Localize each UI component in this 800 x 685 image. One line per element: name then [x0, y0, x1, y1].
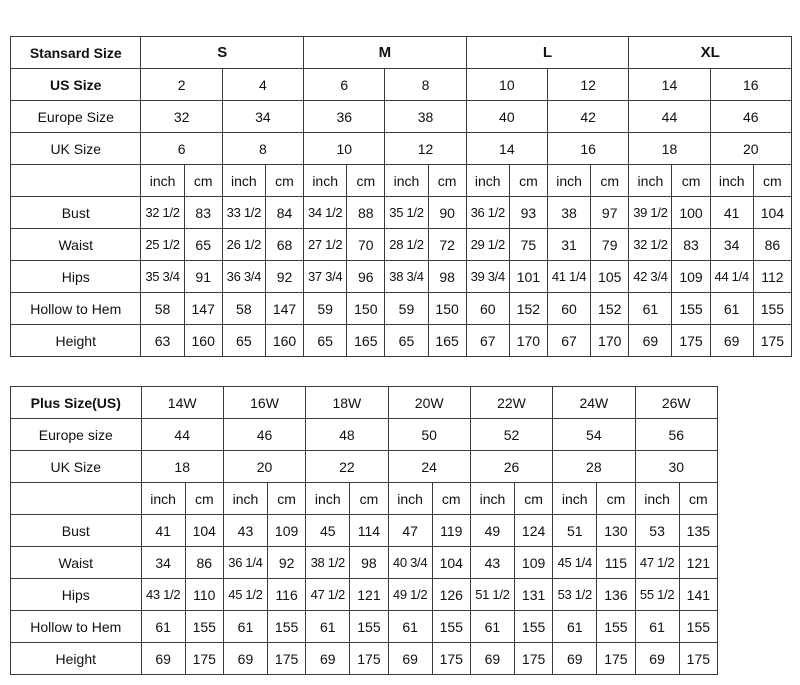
measure-label: Waist	[11, 547, 142, 579]
measure-value: 175	[350, 643, 388, 675]
measure-value: 131	[515, 579, 553, 611]
size-group-header: XL	[629, 37, 792, 69]
measure-label: Hollow to Hem	[11, 293, 141, 325]
table-title: Plus Size(US)	[11, 387, 142, 419]
unit-cm-header: cm	[515, 483, 553, 515]
plus-us-size-cell: 14W	[141, 387, 223, 419]
measure-value: 112	[753, 261, 791, 293]
measure-value: 36 1/4	[223, 547, 267, 579]
measure-value: 36 3/4	[222, 261, 265, 293]
measure-value: 104	[185, 515, 223, 547]
measure-value: 45 1/4	[553, 547, 597, 579]
unit-row-blank	[11, 165, 141, 197]
size-group-header: M	[304, 37, 467, 69]
measure-row	[11, 325, 792, 357]
europe-size-cell: 38	[385, 101, 466, 133]
uk-size-cell: 8	[222, 133, 303, 165]
unit-cm-header: cm	[184, 165, 222, 197]
europe-size-cell: 40	[466, 101, 547, 133]
measure-value: 53	[635, 515, 679, 547]
measure-value: 109	[268, 515, 306, 547]
measure-value: 61	[710, 293, 753, 325]
measure-value: 104	[432, 547, 470, 579]
measure-value: 42 3/4	[629, 261, 672, 293]
uk-size-cell: 26	[470, 451, 552, 483]
measure-value: 79	[591, 229, 629, 261]
unit-inch-header: inch	[470, 483, 514, 515]
unit-row	[11, 483, 718, 515]
measure-value: 69	[223, 643, 267, 675]
measure-value: 35 1/2	[385, 197, 428, 229]
measure-value: 65	[222, 325, 265, 357]
measure-value: 91	[184, 261, 222, 293]
measure-value: 150	[347, 293, 385, 325]
measure-value: 130	[597, 515, 635, 547]
unit-cm-header: cm	[591, 165, 629, 197]
measure-label: Height	[11, 643, 142, 675]
measure-value: 116	[268, 579, 306, 611]
measure-value: 69	[388, 643, 432, 675]
europe-size-cell: 34	[222, 101, 303, 133]
measure-value: 37 3/4	[304, 261, 347, 293]
measure-value: 119	[432, 515, 470, 547]
measure-value: 100	[672, 197, 710, 229]
measure-value: 150	[428, 293, 466, 325]
measure-value: 155	[350, 611, 388, 643]
measure-value: 114	[350, 515, 388, 547]
measure-value: 45 1/2	[223, 579, 267, 611]
unit-inch-header: inch	[222, 165, 265, 197]
uk-size-cell: 18	[629, 133, 710, 165]
measure-value: 121	[350, 579, 388, 611]
measure-value: 170	[591, 325, 629, 357]
measure-row	[11, 293, 792, 325]
measure-value: 75	[509, 229, 547, 261]
measure-value: 175	[753, 325, 791, 357]
measure-value: 147	[265, 293, 303, 325]
measure-value: 155	[268, 611, 306, 643]
measure-value: 155	[672, 293, 710, 325]
measure-value: 43	[223, 515, 267, 547]
measure-value: 68	[265, 229, 303, 261]
measure-value: 160	[184, 325, 222, 357]
measure-value: 61	[306, 611, 350, 643]
measure-value: 96	[347, 261, 385, 293]
uk-size-cell: 6	[141, 133, 222, 165]
measure-value: 29 1/2	[466, 229, 509, 261]
measure-value: 175	[432, 643, 470, 675]
unit-cm-header: cm	[265, 165, 303, 197]
measure-value: 121	[679, 547, 717, 579]
measure-value: 32 1/2	[629, 229, 672, 261]
measure-value: 28 1/2	[385, 229, 428, 261]
measure-value: 44 1/4	[710, 261, 753, 293]
measure-value: 155	[679, 611, 717, 643]
measure-value: 35 3/4	[141, 261, 184, 293]
measure-value: 69	[470, 643, 514, 675]
measure-value: 41 1/4	[547, 261, 590, 293]
uk-size-cell: 12	[385, 133, 466, 165]
uk-size-cell: 22	[306, 451, 388, 483]
measure-value: 59	[385, 293, 428, 325]
plus-us-size-cell: 16W	[223, 387, 305, 419]
measure-value: 45	[306, 515, 350, 547]
measure-value: 98	[428, 261, 466, 293]
unit-inch-header: inch	[466, 165, 509, 197]
unit-cm-header: cm	[185, 483, 223, 515]
plus-us-size-cell: 18W	[306, 387, 388, 419]
standard-size-table	[10, 36, 792, 357]
us-size-cell: 4	[222, 69, 303, 101]
europe-size-cell: 48	[306, 419, 388, 451]
measure-value: 165	[347, 325, 385, 357]
measure-value: 165	[428, 325, 466, 357]
measure-value: 61	[629, 293, 672, 325]
measure-label: Hips	[11, 261, 141, 293]
us-size-cell: 10	[466, 69, 547, 101]
measure-value: 135	[679, 515, 717, 547]
measure-value: 65	[304, 325, 347, 357]
measure-value: 69	[553, 643, 597, 675]
measure-value: 65	[184, 229, 222, 261]
measure-value: 58	[141, 293, 184, 325]
measure-value: 51 1/2	[470, 579, 514, 611]
uk-size-label: UK Size	[11, 451, 142, 483]
uk-size-cell: 20	[710, 133, 791, 165]
us-size-cell: 12	[547, 69, 628, 101]
unit-inch-header: inch	[141, 165, 184, 197]
measure-value: 97	[591, 197, 629, 229]
measure-value: 83	[672, 229, 710, 261]
measure-value: 34	[710, 229, 753, 261]
measure-value: 61	[223, 611, 267, 643]
measure-value: 92	[265, 261, 303, 293]
measure-value: 39 1/2	[629, 197, 672, 229]
measure-value: 26 1/2	[222, 229, 265, 261]
measure-value: 67	[547, 325, 590, 357]
measure-value: 51	[553, 515, 597, 547]
measure-value: 33 1/2	[222, 197, 265, 229]
us-size-cell: 16	[710, 69, 791, 101]
measure-value: 141	[679, 579, 717, 611]
measure-value: 109	[515, 547, 553, 579]
unit-cm-header: cm	[753, 165, 791, 197]
europe-size-label: Europe Size	[11, 101, 141, 133]
uk-size-cell: 18	[141, 451, 223, 483]
measure-value: 65	[385, 325, 428, 357]
unit-cm-header: cm	[672, 165, 710, 197]
uk-size-cell: 28	[553, 451, 635, 483]
measure-value: 49	[470, 515, 514, 547]
measure-value: 155	[753, 293, 791, 325]
unit-inch-header: inch	[385, 165, 428, 197]
uk-size-cell: 14	[466, 133, 547, 165]
measure-label: Height	[11, 325, 141, 357]
measure-value: 47	[388, 515, 432, 547]
us-size-cell: 6	[304, 69, 385, 101]
measure-label: Bust	[11, 197, 141, 229]
europe-size-cell: 44	[141, 419, 223, 451]
measure-value: 152	[591, 293, 629, 325]
measure-value: 136	[597, 579, 635, 611]
uk-size-cell: 24	[388, 451, 470, 483]
us-size-row	[11, 69, 792, 101]
measure-value: 59	[304, 293, 347, 325]
plus-us-size-cell: 22W	[470, 387, 552, 419]
size-group-row	[11, 37, 792, 69]
measure-value: 72	[428, 229, 466, 261]
us-size-cell: 8	[385, 69, 466, 101]
measure-value: 39 3/4	[466, 261, 509, 293]
europe-size-cell: 52	[470, 419, 552, 451]
measure-value: 40 3/4	[388, 547, 432, 579]
measure-value: 43	[470, 547, 514, 579]
measure-value: 60	[466, 293, 509, 325]
uk-size-cell: 16	[547, 133, 628, 165]
measure-value: 34 1/2	[304, 197, 347, 229]
size-group-header: S	[141, 37, 304, 69]
europe-size-cell: 32	[141, 101, 222, 133]
measure-value: 38 1/2	[306, 547, 350, 579]
unit-cm-header: cm	[350, 483, 388, 515]
measure-value: 104	[753, 197, 791, 229]
measure-value: 60	[547, 293, 590, 325]
measure-value: 101	[509, 261, 547, 293]
measure-value: 86	[753, 229, 791, 261]
measure-value: 61	[635, 611, 679, 643]
us-size-label: US Size	[11, 69, 141, 101]
unit-inch-header: inch	[304, 165, 347, 197]
measure-row	[11, 261, 792, 293]
unit-inch-header: inch	[388, 483, 432, 515]
unit-cm-header: cm	[597, 483, 635, 515]
unit-cm-header: cm	[509, 165, 547, 197]
measure-row	[11, 515, 718, 547]
unit-inch-header: inch	[629, 165, 672, 197]
measure-value: 69	[141, 643, 185, 675]
measure-value: 41	[141, 515, 185, 547]
measure-value: 61	[388, 611, 432, 643]
measure-label: Hollow to Hem	[11, 611, 142, 643]
measure-value: 110	[185, 579, 223, 611]
europe-size-row	[11, 419, 718, 451]
plus-size-table	[10, 386, 718, 675]
uk-size-cell: 20	[223, 451, 305, 483]
measure-value: 175	[679, 643, 717, 675]
measure-value: 175	[515, 643, 553, 675]
europe-size-cell: 54	[553, 419, 635, 451]
measure-value: 43 1/2	[141, 579, 185, 611]
us-size-cell: 14	[629, 69, 710, 101]
unit-cm-header: cm	[428, 165, 466, 197]
measure-row	[11, 229, 792, 261]
measure-value: 155	[515, 611, 553, 643]
measure-value: 27 1/2	[304, 229, 347, 261]
measure-value: 175	[268, 643, 306, 675]
measure-value: 92	[268, 547, 306, 579]
measure-value: 155	[185, 611, 223, 643]
uk-size-cell: 30	[635, 451, 718, 483]
unit-inch-header: inch	[635, 483, 679, 515]
unit-cm-header: cm	[432, 483, 470, 515]
measure-value: 47 1/2	[306, 579, 350, 611]
measure-value: 105	[591, 261, 629, 293]
measure-value: 55 1/2	[635, 579, 679, 611]
measure-value: 160	[265, 325, 303, 357]
measure-value: 93	[509, 197, 547, 229]
measure-value: 98	[350, 547, 388, 579]
measure-value: 124	[515, 515, 553, 547]
measure-value: 38	[547, 197, 590, 229]
europe-size-cell: 42	[547, 101, 628, 133]
measure-value: 69	[306, 643, 350, 675]
size-group-header: L	[466, 37, 629, 69]
measure-value: 69	[710, 325, 753, 357]
measure-value: 152	[509, 293, 547, 325]
measure-value: 53 1/2	[553, 579, 597, 611]
measure-value: 58	[222, 293, 265, 325]
unit-inch-header: inch	[710, 165, 753, 197]
unit-inch-header: inch	[223, 483, 267, 515]
measure-value: 36 1/2	[466, 197, 509, 229]
uk-size-cell: 10	[304, 133, 385, 165]
measure-value: 175	[185, 643, 223, 675]
measure-value: 109	[672, 261, 710, 293]
measure-value: 175	[597, 643, 635, 675]
uk-size-label: UK Size	[11, 133, 141, 165]
measure-value: 86	[185, 547, 223, 579]
plus-us-size-cell: 24W	[553, 387, 635, 419]
uk-size-row	[11, 133, 792, 165]
europe-size-cell: 46	[710, 101, 791, 133]
measure-value: 155	[432, 611, 470, 643]
unit-row-blank	[11, 483, 142, 515]
measure-row	[11, 643, 718, 675]
unit-inch-header: inch	[306, 483, 350, 515]
europe-size-cell: 56	[635, 419, 718, 451]
measure-value: 61	[141, 611, 185, 643]
measure-value: 38 3/4	[385, 261, 428, 293]
measure-value: 126	[432, 579, 470, 611]
measure-row	[11, 197, 792, 229]
plus-us-size-cell: 26W	[635, 387, 718, 419]
measure-value: 170	[509, 325, 547, 357]
measure-value: 90	[428, 197, 466, 229]
measure-value: 175	[672, 325, 710, 357]
measure-value: 147	[184, 293, 222, 325]
europe-size-cell: 50	[388, 419, 470, 451]
measure-value: 47 1/2	[635, 547, 679, 579]
measure-value: 31	[547, 229, 590, 261]
unit-inch-header: inch	[553, 483, 597, 515]
unit-cm-header: cm	[347, 165, 385, 197]
measure-value: 63	[141, 325, 184, 357]
europe-size-label: Europe size	[11, 419, 142, 451]
measure-value: 49 1/2	[388, 579, 432, 611]
measure-row	[11, 611, 718, 643]
measure-label: Waist	[11, 229, 141, 261]
unit-inch-header: inch	[141, 483, 185, 515]
plus-us-size-cell: 20W	[388, 387, 470, 419]
measure-value: 88	[347, 197, 385, 229]
unit-cm-header: cm	[679, 483, 717, 515]
us-size-cell: 2	[141, 69, 222, 101]
measure-value: 61	[470, 611, 514, 643]
measure-value: 41	[710, 197, 753, 229]
measure-label: Bust	[11, 515, 142, 547]
measure-row	[11, 579, 718, 611]
europe-size-row	[11, 101, 792, 133]
measure-value: 69	[635, 643, 679, 675]
measure-value: 34	[141, 547, 185, 579]
measure-value: 84	[265, 197, 303, 229]
measure-value: 115	[597, 547, 635, 579]
europe-size-cell: 36	[304, 101, 385, 133]
measure-value: 32 1/2	[141, 197, 184, 229]
measure-value: 70	[347, 229, 385, 261]
measure-value: 61	[553, 611, 597, 643]
uk-size-row	[11, 451, 718, 483]
measure-value: 67	[466, 325, 509, 357]
measure-value: 155	[597, 611, 635, 643]
table-title: Stansard Size	[11, 37, 141, 69]
measure-value: 83	[184, 197, 222, 229]
unit-row	[11, 165, 792, 197]
europe-size-cell: 44	[629, 101, 710, 133]
europe-size-cell: 46	[223, 419, 305, 451]
measure-value: 25 1/2	[141, 229, 184, 261]
plus-us-size-row	[11, 387, 718, 419]
measure-label: Hips	[11, 579, 142, 611]
unit-inch-header: inch	[547, 165, 590, 197]
measure-row	[11, 547, 718, 579]
unit-cm-header: cm	[268, 483, 306, 515]
measure-value: 69	[629, 325, 672, 357]
